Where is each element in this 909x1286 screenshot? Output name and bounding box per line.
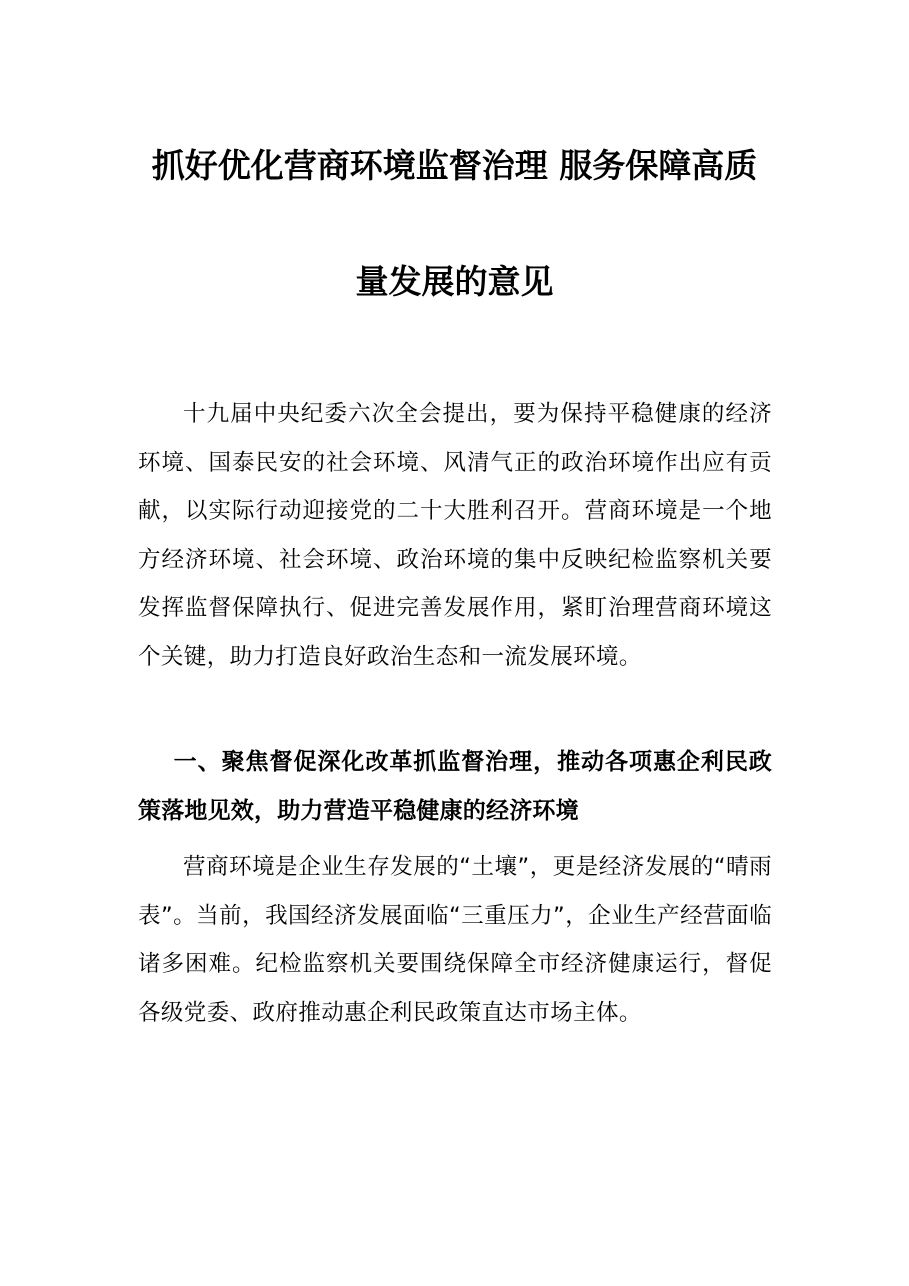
section-heading: 一、聚焦督促深化改革抓监督治理，推动各项惠企利民政策落地见效，助力营造平稳健康的经济环境 <box>138 749 772 824</box>
intro-paragraph: 十九届中央纪委六次全会提出，要为保持平稳健康的经济环境、国泰民安的社会环境、风清气正的政治环境作出应有贡献，以实际行动迎接党的二十大胜利召开。营商环境是一个地方经济环境、社会环境、政治环境的集中反映纪检监察机关要发挥监督保障执行、促进完善发展作用，紧盯治理营商环境这个关键，助力打造良好政治生态和一流发展环境。 <box>138 401 772 670</box>
document-title-line-1: 抓好优化营商环境监督治理 服务保障高质 <box>151 146 758 185</box>
document-title-line-2: 量发展的意见 <box>355 262 554 301</box>
section-paragraph: 营商环境是企业生存发展的“土壤”，更是经济发展的“晴雨表”。当前，我国经济发展面临“三重压力”，企业生产经营面临诸多困难。纪检监察机关要围绕保障全市经济健康运行，督促各级党委、政府推动惠企利民政策直达市场主体。 <box>138 854 772 1026</box>
